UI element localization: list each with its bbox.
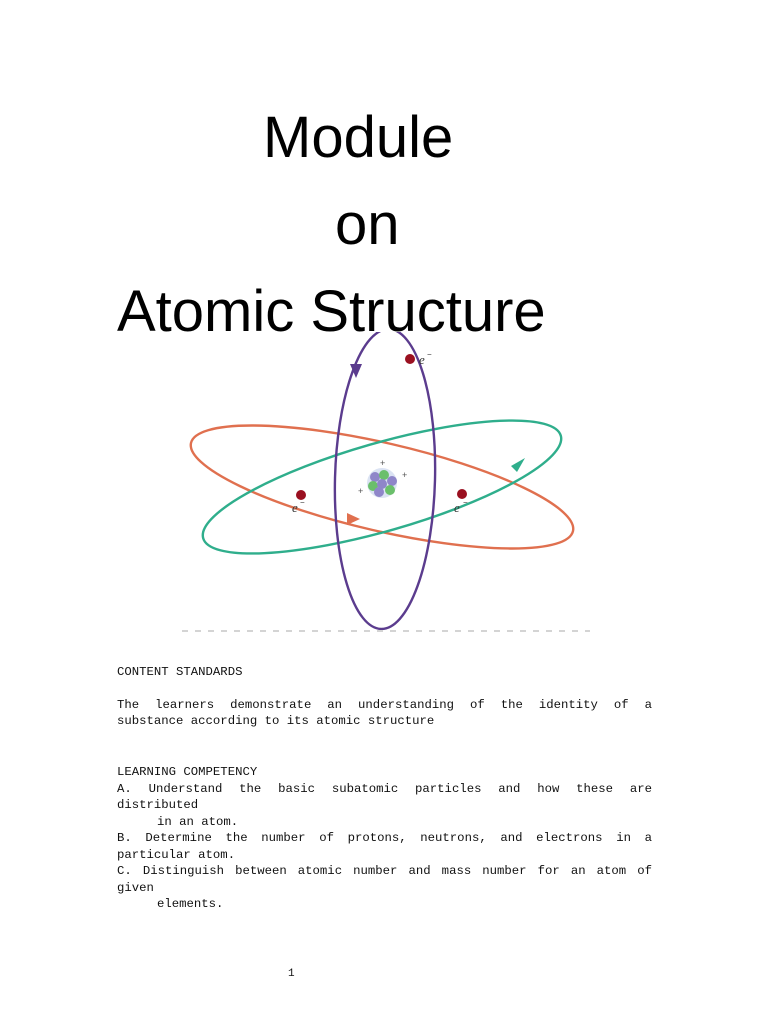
svg-text:−: − (300, 498, 305, 507)
title-line-atomic-structure: Atomic Structure (117, 279, 546, 344)
svg-text:−: − (463, 498, 468, 507)
learning-competency-heading: LEARNING COMPETENCY (117, 765, 258, 779)
competency-c-line3: elements. (157, 897, 224, 911)
svg-text:e: e (419, 352, 425, 367)
svg-text:e: e (292, 500, 298, 515)
competency-a-line3: in an atom. (157, 814, 239, 829)
content-standards-line2: substance according to its atomic structure (117, 714, 435, 728)
orange-orbit-arrow-icon (347, 513, 360, 525)
nucleus-charge-right: + (402, 470, 408, 480)
competency-b-line1: B. Determine the number of protons, neutrons, and electrons in a (117, 831, 652, 845)
nucleus-charge-left: + (358, 486, 364, 496)
nucleus-charge-top: + (380, 458, 386, 468)
learning-competency-section (117, 764, 652, 913)
competency-b-line2: particular atom. (117, 847, 236, 862)
svg-text:−: − (427, 350, 432, 359)
content-standards-section (117, 664, 652, 730)
atom-diagram (170, 332, 600, 640)
competency-c-line1: C. Distinguish between atomic number and mass number for an atom of (117, 864, 652, 878)
competency-a-line2: distributed (117, 798, 199, 812)
competency-a-line1: A. Understand the basic subatomic particles and how these are (117, 781, 652, 796)
content-standards-line1: The learners demonstrate an understanding of the identity of a (117, 697, 652, 712)
module-title (0, 94, 768, 355)
page-number: 1 (288, 968, 295, 980)
electron-top (405, 350, 432, 367)
title-line-on: on (335, 192, 400, 257)
nucleus (358, 458, 407, 498)
green-orbit-arrow-icon (511, 458, 525, 472)
content-standards-heading: CONTENT STANDARDS (117, 665, 243, 679)
title-line-module: Module (263, 105, 454, 170)
electron-right (454, 489, 468, 515)
competency-c-line2: given (117, 880, 154, 895)
svg-text:e: e (454, 500, 460, 515)
